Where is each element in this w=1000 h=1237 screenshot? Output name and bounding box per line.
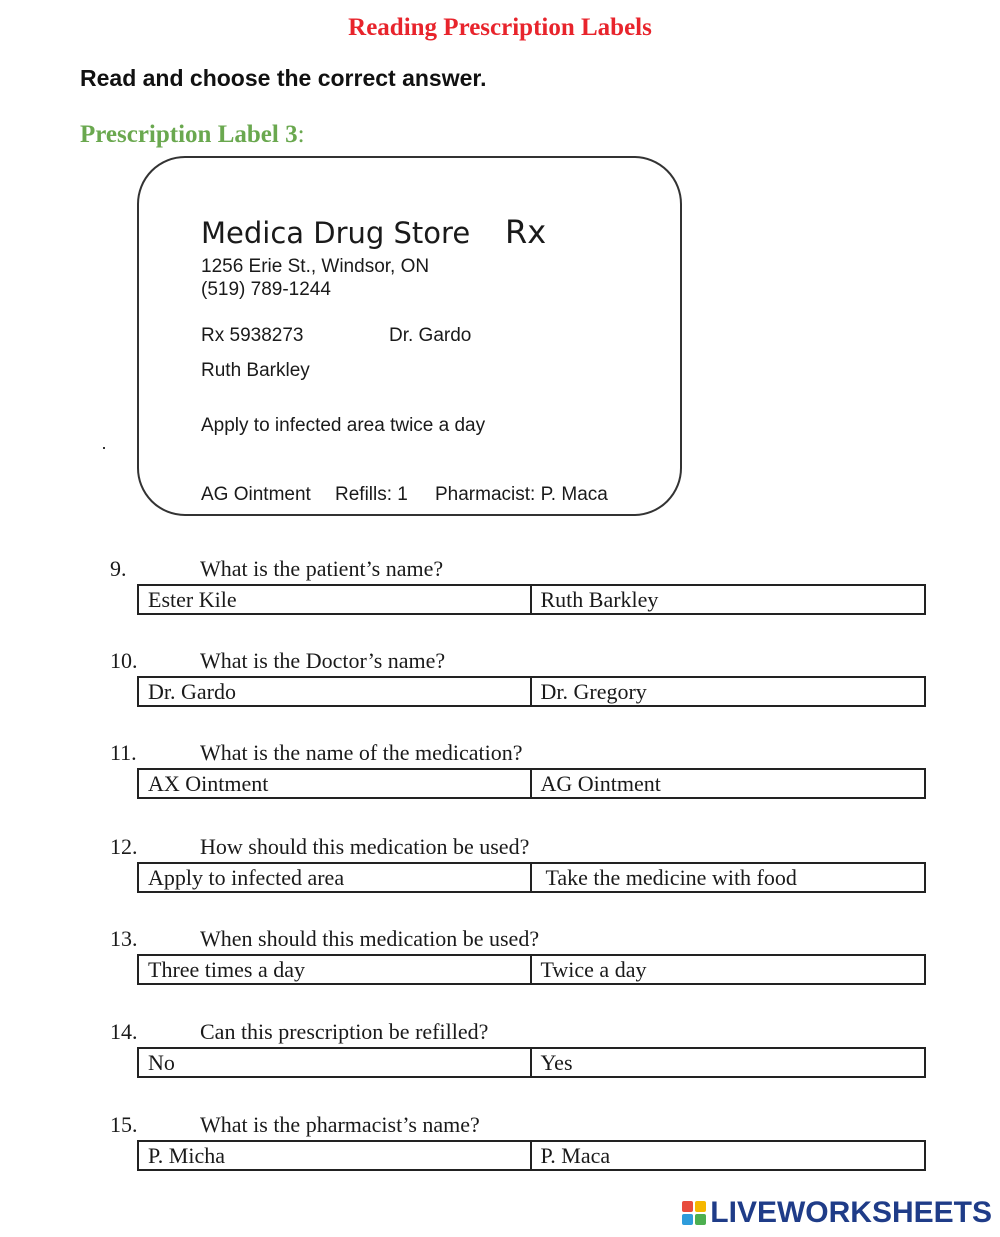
question-text: When should this medication be used? (200, 926, 540, 951)
answer-option-left[interactable]: Three times a day (139, 956, 532, 983)
question-13 (0, 926, 1000, 996)
logo-square (682, 1214, 693, 1225)
answer-option-right[interactable]: AG Ointment (540, 771, 661, 796)
stray-dot (103, 447, 105, 449)
label-heading-colon: : (297, 121, 305, 148)
store-phone: (519) 789-1244 (201, 279, 331, 300)
answer-option-right[interactable]: Take the medicine with food (545, 865, 797, 890)
answer-option-right[interactable]: Ruth Barkley (540, 587, 659, 612)
answer-option-left[interactable]: P. Micha (139, 1142, 532, 1169)
question-number: 10. (110, 648, 138, 673)
answer-option-left[interactable]: Apply to infected area (139, 864, 532, 891)
refills-count: Refills: 1 (335, 484, 408, 505)
directions: Apply to infected area twice a day (201, 415, 486, 436)
answer-options (137, 768, 926, 799)
question-9 (0, 556, 1000, 626)
answer-option-left[interactable]: AX Ointment (139, 770, 532, 797)
label-heading-text: Prescription Label 3 (80, 121, 298, 148)
logo-square (682, 1201, 693, 1212)
prescription-label-card (137, 156, 682, 516)
question-number: 15. (110, 1112, 138, 1137)
logo-square (695, 1201, 706, 1212)
question-text: What is the Doctor’s name? (200, 648, 446, 673)
answer-option-right[interactable]: P. Maca (540, 1143, 611, 1168)
question-text: How should this medication be used? (200, 834, 530, 859)
question-number: 13. (110, 926, 138, 951)
question-10 (0, 648, 1000, 718)
question-text: What is the pharmacist’s name? (200, 1112, 480, 1137)
rx-symbol: Rx (505, 213, 547, 251)
question-15 (0, 1112, 1000, 1182)
question-text: Can this prescription be refilled? (200, 1019, 489, 1044)
answer-option-right[interactable]: Dr. Gregory (540, 679, 647, 704)
logo-square (695, 1214, 706, 1225)
answer-option-left[interactable]: Ester Kile (139, 586, 532, 613)
liveworksheets-logo (682, 1196, 992, 1230)
medication-name: AG Ointment (201, 484, 311, 505)
label-heading (80, 121, 305, 149)
answer-option-right[interactable]: Yes (540, 1050, 573, 1075)
logo-text: LIVEWORKSHEETS (710, 1196, 992, 1229)
question-14 (0, 1019, 1000, 1089)
answer-options (137, 1047, 926, 1078)
question-11 (0, 740, 1000, 810)
answer-option-left[interactable]: No (139, 1049, 532, 1076)
question-number: 14. (110, 1019, 138, 1044)
store-address: 1256 Erie St., Windsor, ON (201, 256, 430, 277)
answer-option-right[interactable]: Twice a day (540, 957, 647, 982)
page-title: Reading Prescription Labels (348, 14, 652, 41)
store-name: Medica Drug Store (201, 216, 471, 250)
instruction-text: Read and choose the correct answer. (80, 65, 487, 91)
answer-options (137, 676, 926, 707)
answer-options (137, 1140, 926, 1171)
question-number: 12. (110, 834, 138, 859)
question-text: What is the name of the medication? (200, 740, 523, 765)
answer-options (137, 954, 926, 985)
pharmacist-name: Pharmacist: P. Maca (435, 484, 608, 505)
question-12 (0, 834, 1000, 904)
question-number: 9. (110, 556, 127, 581)
logo-grid-icon (682, 1201, 706, 1225)
answer-options (137, 584, 926, 615)
doctor-name: Dr. Gardo (389, 325, 472, 346)
answer-option-left[interactable]: Dr. Gardo (139, 678, 532, 705)
question-text: What is the patient’s name? (200, 556, 444, 581)
answer-options (137, 862, 926, 893)
question-number: 11. (110, 740, 137, 765)
rx-number: Rx 5938273 (201, 325, 304, 346)
patient-name: Ruth Barkley (201, 360, 310, 381)
